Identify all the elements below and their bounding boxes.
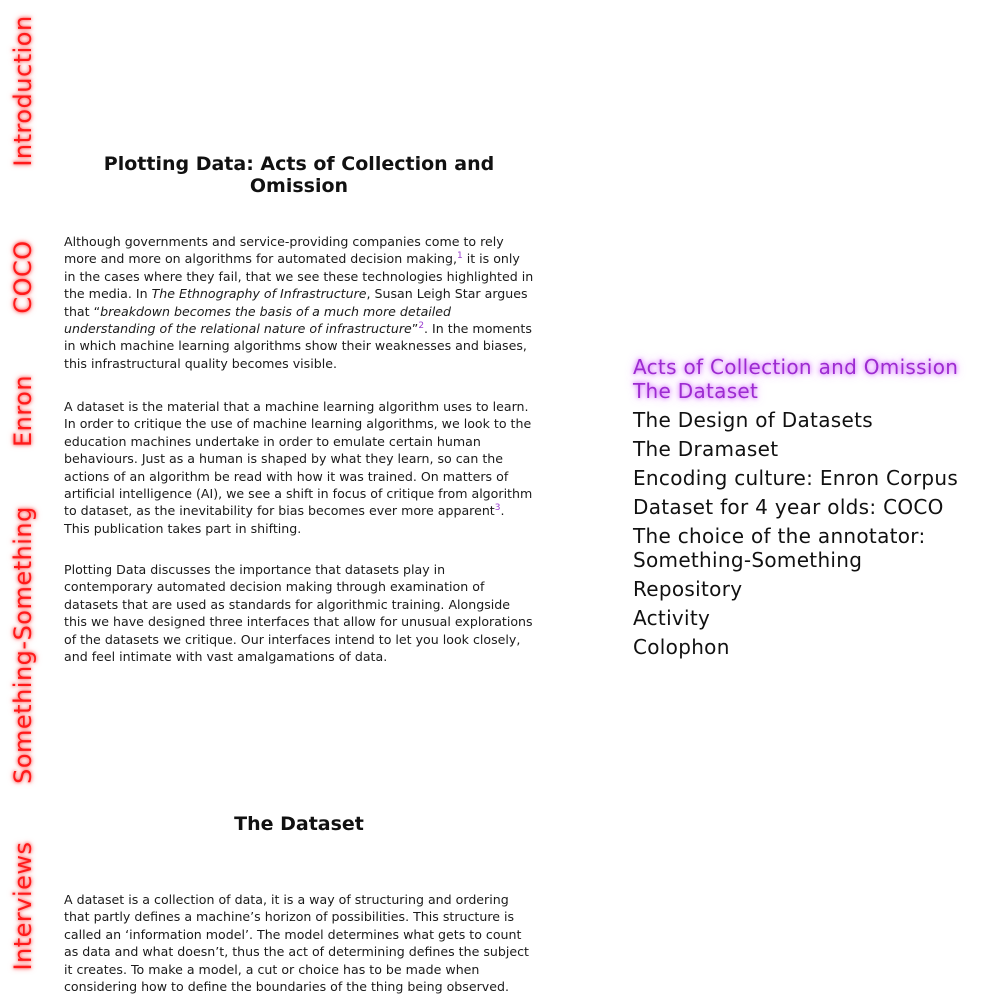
paragraph-plotting-data: Plotting Data discusses the importance that datasets play in contemporary automated decision making through examination of datasets that are used as standards for algorithmic training. Alongside this we have designed three interfaces that allow for unusual explorations of the datasets we critique. Our interfaces intend to let you look closely, and feel intimate with vast amalgamations of data.: [64, 562, 533, 665]
paragraph-text: . In the moments in which machine learning algorithms show their weaknesses and biases, this infrastructural quality becomes visible.: [64, 321, 532, 371]
paragraph-text: . This publication takes part in shifting.: [64, 503, 505, 536]
toc-item-enron-corpus[interactable]: Encoding culture: Enron Corpus: [633, 466, 959, 490]
toc-item-acts-of-collection[interactable]: Acts of Collection and Omission: [633, 355, 959, 379]
side-nav-interviews[interactable]: [9, 841, 37, 970]
quote: breakdown becomes the basis of a much more detailed understanding of the relational nature of infrastructure: [64, 303, 452, 337]
section-title-dataset: The Dataset: [234, 813, 364, 835]
paragraph-text: it is only in the cases where they fail, that we see these technologies highlighted in the media. In: [64, 251, 534, 302]
toc-item-repository[interactable]: Repository: [633, 577, 743, 601]
side-nav-label: Interviews: [9, 841, 37, 971]
side-nav-label: COCO: [9, 240, 37, 314]
side-nav-label: Introduction: [9, 15, 37, 167]
paragraph-dataset-material: [64, 398, 534, 537]
section-title-collection: Plotting Data: Acts of Collection and Omission: [103, 153, 495, 197]
book-title: The Ethnography of Infrastructure: [151, 286, 367, 302]
side-nav-coco[interactable]: [9, 240, 37, 313]
paragraph-intro: [64, 233, 534, 372]
side-nav-label: Enron: [9, 374, 37, 448]
paragraph-text: ”: [411, 321, 419, 337]
toc-item-the-dataset[interactable]: The Dataset: [633, 379, 759, 403]
table-of-contents: [633, 355, 993, 664]
toc-item-activity[interactable]: Activity: [633, 606, 711, 630]
side-nav-enron[interactable]: [9, 375, 37, 447]
toc-item-design-of-datasets[interactable]: The Design of Datasets: [633, 408, 873, 432]
paragraph-text: Although governments and service-providing companies come to rely more and more on algorithms for automated decision making,: [64, 234, 504, 267]
toc-item-colophon[interactable]: Colophon: [633, 635, 730, 659]
paragraph-text: , Susan Leigh Star argues that “: [64, 286, 528, 319]
paragraph-dataset-definition: A dataset is a collection of data, it is a way of structuring and ordering that partly defines a machine’s horizon of possibilities. This structure is called an ‘information model’. The model determines what gets to count as data and what doesn’t, thus the act of determining defines the subject it creates. To make a model, a cut or choice has to be made when considering how to define the boundaries of the thing being observed.: [64, 892, 529, 995]
paragraph-text: A dataset is the material that a machine learning algorithm uses to learn. In order to critique the use of machine learning algorithms, we look to the education machines undertake in order to emulate certain human behaviours. Just as a human is shaped by what they learn, so can the actions of an algorithm be read with how it was trained. On matters of artificial intelligence (AI), we see a shift in focus of critique from algorithm to dataset, as the inevitability for bias becomes ever more apparent: [64, 399, 533, 519]
side-nav: [0, 0, 48, 1000]
side-nav-label: Something-Something: [9, 506, 37, 784]
footnote-3[interactable]: 3: [494, 503, 501, 514]
footnote-2[interactable]: 2: [418, 321, 425, 332]
footnote-1[interactable]: 1: [456, 251, 463, 262]
toc-item-dramaset[interactable]: The Dramaset: [633, 437, 779, 461]
side-nav-something-something[interactable]: [9, 506, 37, 784]
toc-item-something-something[interactable]: The choice of the annotator: Something-Something: [633, 524, 926, 572]
toc-item-coco[interactable]: Dataset for 4 year olds: COCO: [633, 495, 944, 519]
side-nav-introduction[interactable]: [9, 15, 37, 166]
